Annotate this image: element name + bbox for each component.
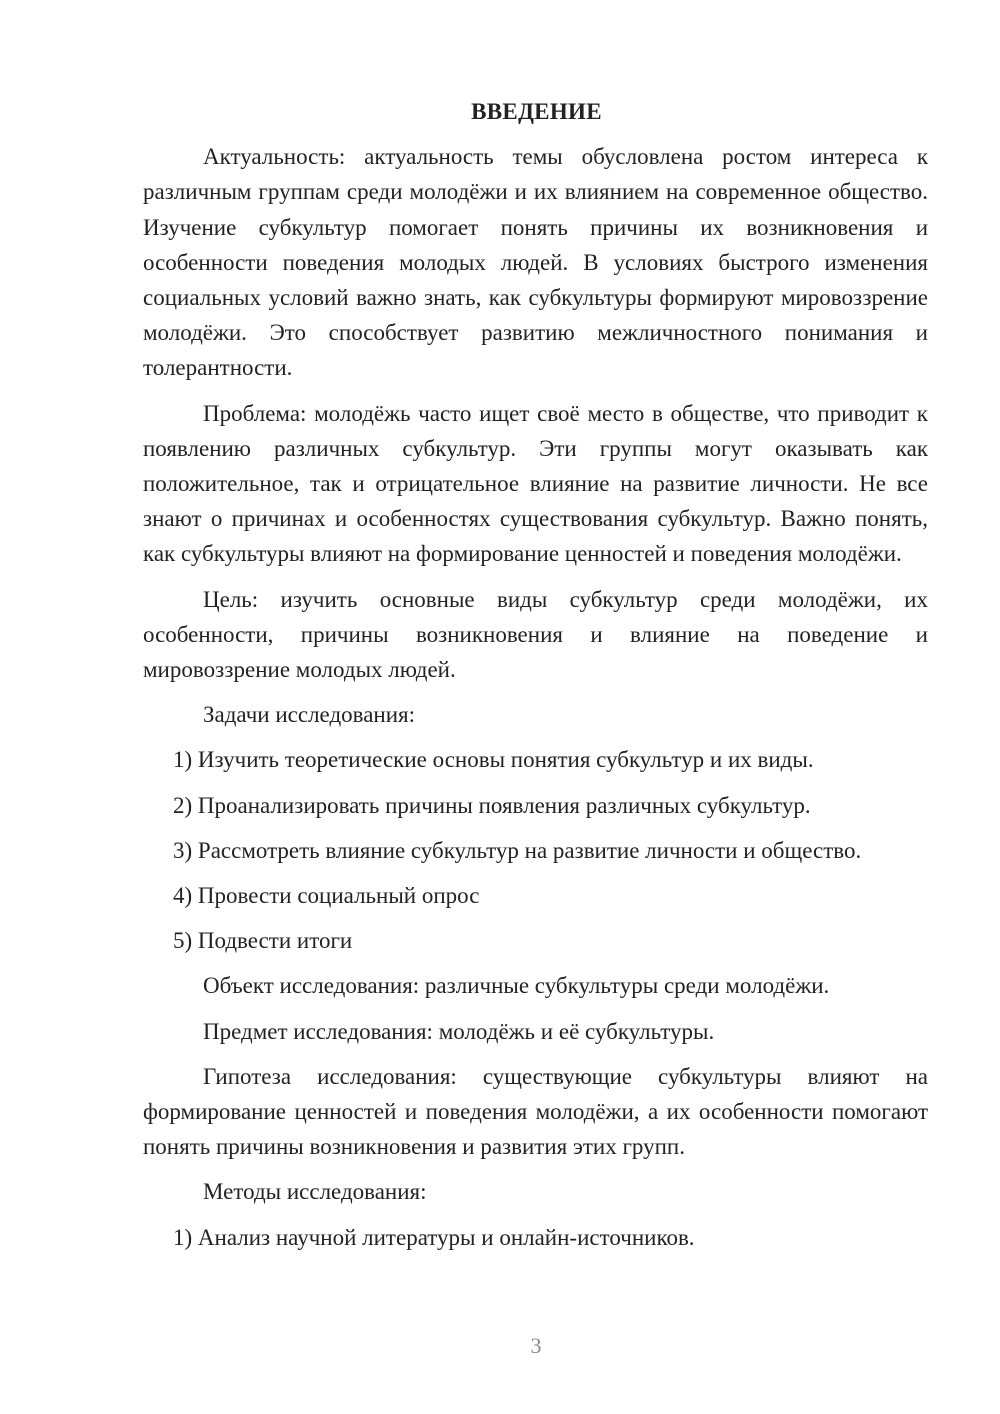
object-line: Объект исследования: различные субкультуры среди молодёжи. — [203, 973, 830, 999]
methods-heading: Методы исследования: — [203, 1179, 427, 1205]
tasks-heading: Задачи исследования: — [203, 702, 416, 728]
task-item: 3) Рассмотреть влияние субкультур на развитие личности и общество. — [173, 837, 862, 863]
section-heading: ВВЕДЕНИЕ — [471, 99, 602, 124]
task-item: 4) Провести социальный опрос — [173, 883, 480, 909]
subject-line: Предмет исследования: молодёжь и её субкультуры. — [203, 1018, 715, 1044]
page-number: 3 — [530, 1333, 542, 1358]
task-item: 5) Подвести итоги — [173, 928, 353, 954]
hypothesis-paragraph: Гипотеза исследования: существующие субкультуры влияют на формирование ценностей и поведения молодёжи, а их особенности помогают понять причины возникновения и развития этих групп. — [143, 1063, 928, 1160]
task-item: 1) Изучить теоретические основы понятия субкультур и их виды. — [173, 747, 814, 773]
task-item: 2) Проанализировать причины появления различных субкультур. — [173, 792, 811, 818]
goal-paragraph: Цель: изучить основные виды субкультур среди молодёжи, их особенности, причины возникновения и влияние на поведение и мировоззрение молодых людей. — [143, 586, 928, 683]
problem-paragraph: Проблема: молодёжь часто ищет своё место в обществе, что приводит к появлению различных субкультур. Эти группы могут оказывать как положительное, так и отрицательное влияние на развитие личности. Не все знают о причинах и особенностях существования субкультур. Важно понять, как субкультуры влияют на формирование ценностей и поведения молодёжи. — [143, 400, 928, 567]
document-body — [143, 94, 928, 1265]
method-item: 1) Анализ научной литературы и онлайн-источников. — [173, 1224, 695, 1250]
relevance-paragraph: Актуальность: актуальность темы обусловлена ростом интереса к различным группам среди молодёжи и их влиянием на современное общество. Изучение субкультур помогает понять причины их возникновения и особенности поведения молодых людей. В условиях быстрого изменения социальных условий важно знать, как субкультуры формируют мировоззрение молодёжи. Это способствует развитию межличностного понимания и толерантности. — [143, 144, 928, 381]
